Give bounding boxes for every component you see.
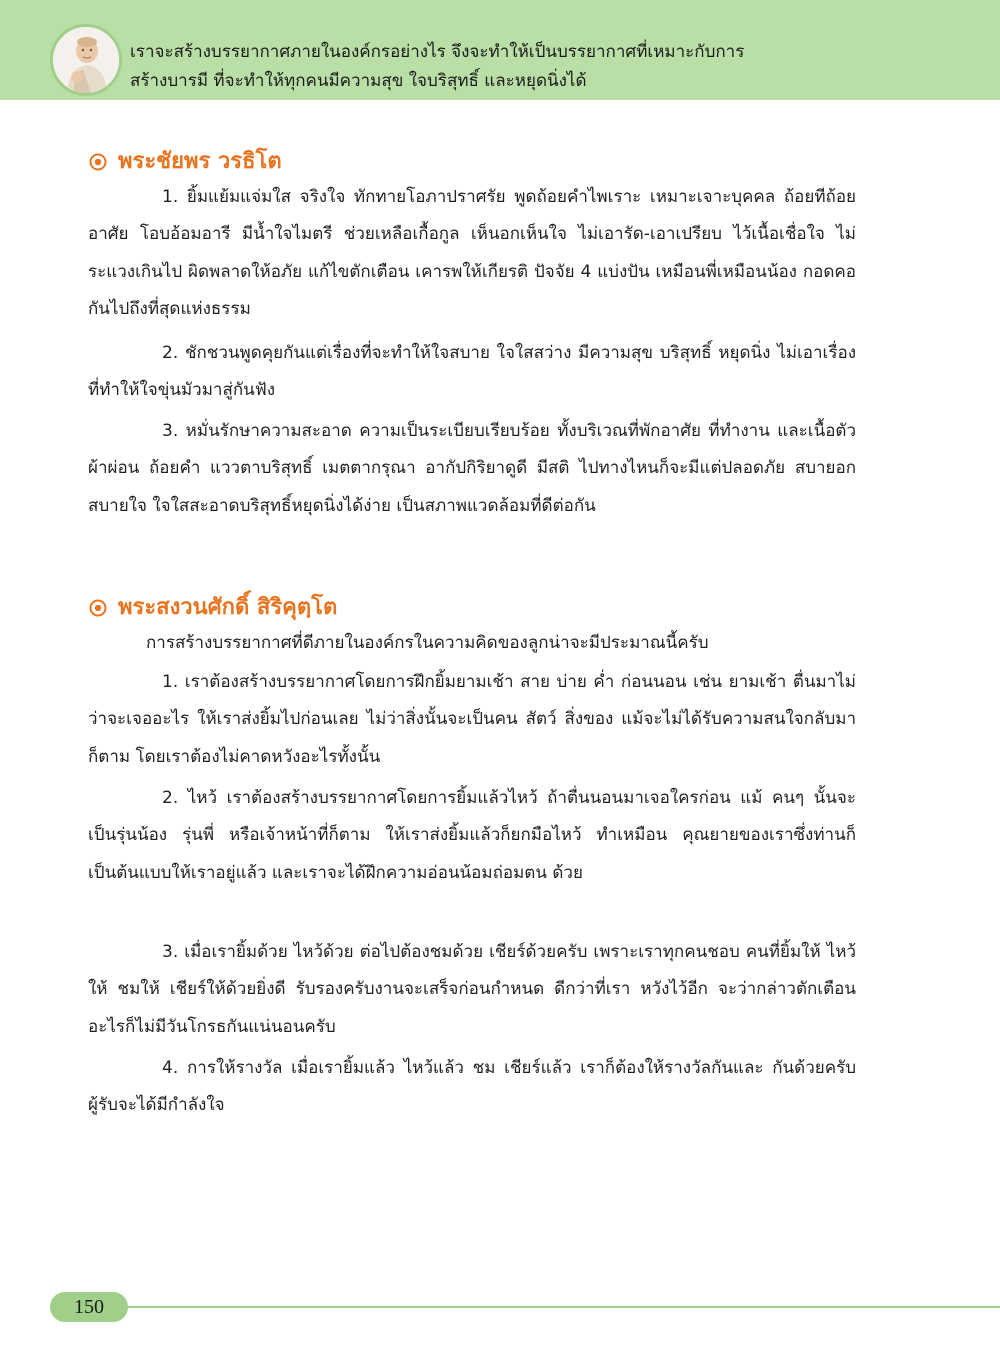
paragraph: 2. ไหว้ เราต้องสร้างบรรยากาศโดยการยิ้มแล้วไหว้ ถ้าตื่นนอนมาเจอใครก่อน แม้ คนๆ นั้นจะเป็นรุ่นน้อง รุ่นพี่ หรือเจ้าหน้าที่ก็ตาม ให้เราส่งยิ้มแล้วก็ยกมือไหว้ ทำเหมือน คุณยายของเราซึ่งท่านก็เป็นต้นแบบให้เราอยู่แล้ว และเราจะได้ฝึกความอ่อนน้อมถ่อมตน ด้วย xyxy=(88,788,856,883)
section-heading-1-text: พระชัยพร วรธิโต xyxy=(118,149,282,174)
intro-paragraph: การสร้างบรรยากาศที่ดีภายในองค์กรในความคิดของลูกน่าจะมีประมาณนี้ครับ xyxy=(146,633,709,653)
paragraph: 4. การให้รางวัล เมื่อเรายิ้มแล้ว ไหว้แล้ว ชม เชียร์แล้ว เราก็ต้องให้รางวัลกันและ กันด้วยครับ ผู้รับจะได้มีกำลังใจ xyxy=(88,1058,856,1116)
circle-bullet-icon xyxy=(88,152,108,172)
page-number: 150 xyxy=(50,1292,128,1322)
paragraph: 2. ชักชวนพูดคุยกันแต่เรื่องที่จะทำให้ใจสบาย ใจใสสว่าง มีความสุข บริสุทธิ์ หยุดนิ่ง ไม่เอาเรื่องที่ทำให้ใจขุ่นมัวมาสู่กันฟัง xyxy=(88,343,856,401)
paragraph: 3. เมื่อเรายิ้มด้วย ไหว้ด้วย ต่อไปต้องชมด้วย เชียร์ด้วยครับ เพราะเราทุกคนชอบ คนที่ยิ้มให้ ไหว้ให้ ชมให้ เชียร์ให้ด้วยยิ่งดี รับรองครับงานจะเสร็จก่อนกำหนด ดีกว่าที่เรา หวังไว้อีก จะว่ากล่าวตักเตือนอะไรก็ไม่มีวันโกรธกันแน่นอนครับ xyxy=(88,942,856,1037)
circle-bullet-icon xyxy=(88,598,108,618)
header-title xyxy=(130,38,980,96)
section-heading-2-text: พระสงวนศักดิ์ สิริคุตฺโต xyxy=(118,595,338,620)
footer-rule xyxy=(120,1306,1000,1308)
monk-portrait-icon xyxy=(50,24,122,96)
section-heading-2 xyxy=(88,589,337,624)
header-line-1: เราจะสร้างบรรยากาศภายในองค์กรอย่างไร จึงจะทำให้เป็นบรรยากาศที่เหมาะกับการ xyxy=(130,42,745,62)
section-heading-1 xyxy=(88,143,282,178)
paragraph: 3. หมั่นรักษาความสะอาด ความเป็นระเบียบเรียบร้อย ทั้งบริเวณที่พักอาศัย ที่ทำงาน และเนื้อตัว ผ้าผ่อน ถ้อยคำ แววตาบริสุทธิ์ เมตตากรุณา อากัปกิริยาดูดี มีสติ ไปทางไหนก็จะมีแต่ปลอดภัย สบายอกสบายใจ ใจใสสะอาดบริสุทธิ์หยุดนิ่งได้ง่าย เป็นสภาพแวดล้อมที่ดีต่อกัน xyxy=(88,421,856,516)
header-line-2: สร้างบารมี ที่จะทำให้ทุกคนมีความสุข ใจบริสุทธิ์ และหยุดนิ่งได้ xyxy=(130,71,587,91)
paragraph: 1. เราต้องสร้างบรรยากาศโดยการฝึกยิ้มยามเช้า สาย บ่าย ค่ำ ก่อนนอน เช่น ยามเช้า ตื่นมาไม่ว่าจะเจออะไร ให้เราส่งยิ้มไปก่อนเลย ไม่ว่าสิ่งนั้นจะเป็นคน สัตว์ สิ่งของ แม้จะไม่ได้รับความสนใจกลับมาก็ตาม โดยเราต้องไม่คาดหวังอะไรทั้งนั้น xyxy=(88,672,856,767)
paragraph: 1. ยิ้มแย้มแจ่มใส จริงใจ ทักทายโอภาปราศรัย พูดถ้อยคำไพเราะ เหมาะเจาะบุคคล ถ้อยทีถ้อยอาศัย โอบอ้อมอารี มีน้ำใจไมตรี ช่วยเหลือเกื้อกูล เห็นอกเห็นใจ ไม่เอารัด-เอาเปรียบ ไว้เนื้อเชื่อใจ ไม่ระแวงเกินไป ผิดพลาดให้อภัย แก้ไขตักเตือน เคารพให้เกียรติ ปัจจัย 4 แบ่งปัน เหมือนพี่เหมือนน้อง กอดคอกันไปถึงที่สุดแห่งธรรม xyxy=(88,187,856,320)
